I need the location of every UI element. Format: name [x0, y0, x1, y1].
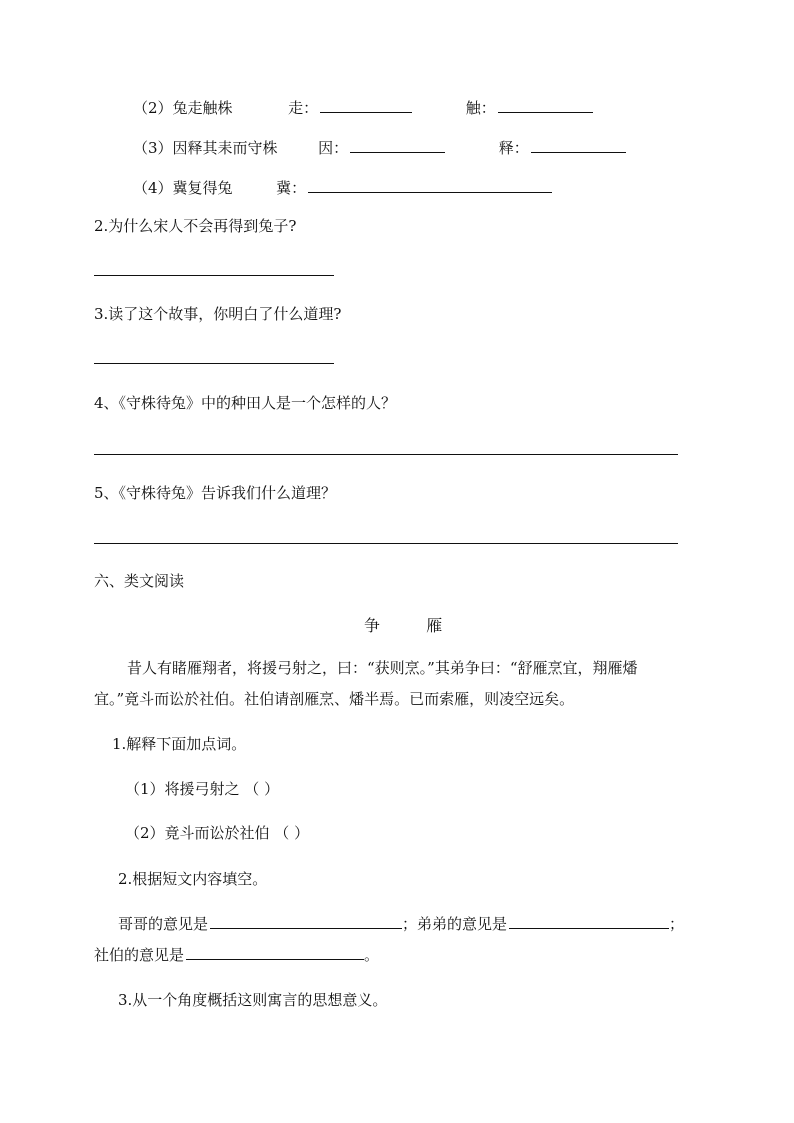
item-2-b-blank[interactable]	[498, 96, 593, 113]
answer-line-q5[interactable]	[94, 543, 678, 544]
question-5: 5、《守株待兔》告诉我们什么道理？	[94, 484, 337, 502]
question-2: 2.为什么宋人不会再得到兔子?	[94, 217, 297, 235]
item-4-a-label: 冀：	[276, 179, 307, 197]
s6-question-1-1: （1）将援弓射之 （ ）	[125, 780, 280, 798]
fill-row-2-end: 。	[364, 946, 380, 964]
question-4: 4、《守株待兔》中的种田人是一个怎样的人？	[94, 394, 397, 412]
section-6-heading: 六、类文阅读	[94, 572, 185, 590]
fill-row-2	[94, 943, 379, 966]
answer-line-q3[interactable]	[94, 363, 334, 364]
item-2-a-blank[interactable]	[320, 96, 412, 113]
item-2-a-label: 走：	[288, 99, 319, 117]
item-3-row	[133, 136, 626, 159]
item-2-row	[133, 96, 593, 119]
brother-opinion-label: 哥哥的意见是	[118, 915, 209, 933]
brother-opinion-blank[interactable]	[210, 912, 402, 929]
answer-line-q2[interactable]	[94, 275, 334, 276]
item-2-b-label: 触：	[465, 99, 496, 117]
item-4-row	[133, 176, 552, 199]
item-4-a-blank[interactable]	[308, 176, 552, 193]
passage-line-1: 昔人有睹雁翔者，将援弓射之，曰：“获则烹。”其弟争曰：“舒雁烹宜，翔雁燔	[127, 659, 638, 677]
item-3-a-blank[interactable]	[350, 136, 445, 153]
item-3-label: （3）因释其耒而守株	[133, 139, 278, 157]
sheboo-opinion-blank[interactable]	[186, 943, 364, 960]
question-3: 3.读了这个故事，你明白了什么道理?	[94, 305, 342, 323]
passage-line-2: 宜。”竟斗而讼於社伯。社伯请剖雁烹、燔半焉。已而索雁，则凌空远矣。	[94, 690, 575, 708]
item-4-label: （4）冀复得兔	[133, 179, 233, 197]
sheboo-opinion-label: 社伯的意见是	[94, 946, 185, 964]
answer-line-q4[interactable]	[94, 454, 678, 455]
s6-question-2: 2.根据短文内容填空。	[118, 870, 268, 888]
passage-title-char-2: 雁	[426, 616, 443, 635]
s6-question-3: 3.从一个角度概括这则寓言的思想意义。	[118, 991, 388, 1009]
s6-question-1: 1.解释下面加点词。	[112, 735, 247, 753]
younger-brother-opinion-label: ；弟弟的意见是	[402, 915, 508, 933]
s6-question-1-2: （2）竟斗而讼於社伯 （ ）	[125, 824, 310, 842]
passage-title-char-1: 争	[364, 616, 381, 635]
fill-row-1	[118, 912, 684, 935]
younger-brother-opinion-blank[interactable]	[509, 912, 669, 929]
item-2-label: （2）兔走触株	[133, 99, 233, 117]
fill-row-1-end: ；	[669, 915, 685, 933]
passage-title	[364, 613, 442, 636]
item-3-b-blank[interactable]	[531, 136, 626, 153]
item-3-a-label: 因：	[318, 139, 349, 157]
item-3-b-label: 释：	[498, 139, 529, 157]
